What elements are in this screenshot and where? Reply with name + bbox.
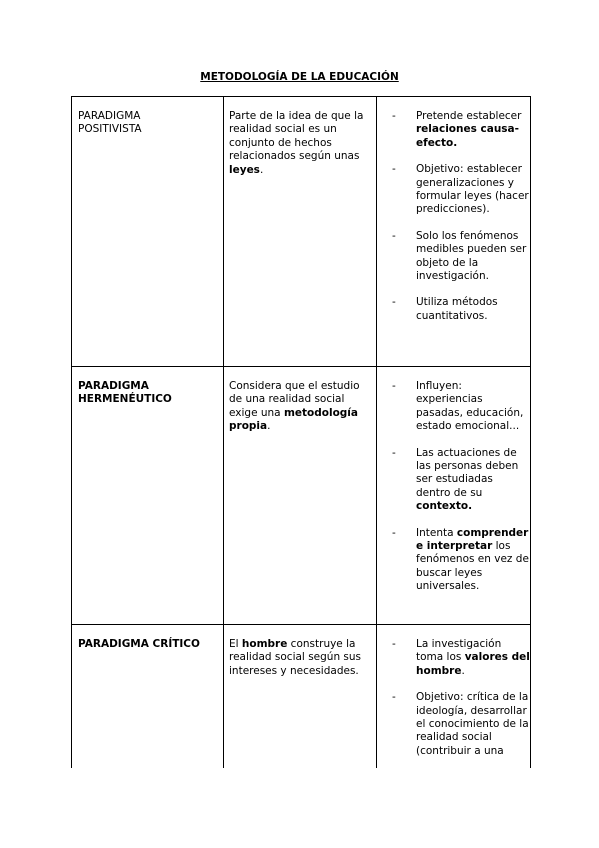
item-text: . xyxy=(468,500,473,513)
description-emphasis: metodología propia xyxy=(229,406,358,433)
paradigm-characteristics xyxy=(392,110,530,336)
table-row-hermeneutico xyxy=(72,367,530,625)
document-title: METODOLOGÍA DE LA EDUCACIÓN xyxy=(200,71,399,83)
description-emphasis: leyes xyxy=(229,163,260,176)
item-text: Utiliza métodos cuantitativos. xyxy=(416,296,498,322)
item-text: Pretende establecer xyxy=(416,110,522,122)
paradigm-name xyxy=(78,380,218,407)
item-emphasis: comprender e interpretar xyxy=(416,526,529,553)
paradigm-name-line: PARADIGMA CRÍTICO xyxy=(78,638,200,650)
item-emphasis: relaciones causa-efecto xyxy=(416,123,520,149)
item-text: Solo los fenómenos medibles pueden ser objeto de la investigación. xyxy=(416,229,527,283)
bullet-dash: - xyxy=(392,163,396,176)
bullet-dash: - xyxy=(392,380,396,392)
item-text: La investigación toma los xyxy=(416,638,502,664)
paradigm-description xyxy=(229,110,371,177)
description-text: construye la realidad social según sus intereses y necesidades. xyxy=(229,638,362,677)
list-item xyxy=(392,527,530,594)
item-emphasis: contexto xyxy=(416,500,469,513)
bullet-dash: - xyxy=(392,691,396,704)
paradigm-description xyxy=(229,380,371,434)
bullet-dash: - xyxy=(392,446,396,459)
bullet-dash: - xyxy=(392,229,396,242)
table-row-critico xyxy=(72,625,530,768)
item-text: Intenta xyxy=(416,526,457,539)
description-text: El xyxy=(229,638,242,650)
description-text: Parte de la idea de que la realidad social es un conjunto de hechos relacionados según unas xyxy=(229,110,364,163)
paradigm-name-line: PARADIGMA xyxy=(78,110,141,122)
paradigm-name-line: HERMENÉUTICO xyxy=(78,393,172,406)
list-item xyxy=(392,691,530,758)
paradigm-table xyxy=(71,96,531,768)
paradigm-name-line: POSITIVISTA xyxy=(78,123,142,136)
item-emphasis: valores del hombre xyxy=(416,651,530,677)
paradigm-characteristics xyxy=(392,380,530,607)
list-item xyxy=(392,447,530,514)
description-text: . xyxy=(267,420,271,433)
list-item xyxy=(392,230,530,284)
item-text: Las actuaciones de las personas deben ser estudiadas dentro de su xyxy=(416,446,519,499)
bullet-dash: - xyxy=(392,638,396,650)
paradigm-name xyxy=(78,638,218,651)
paradigm-characteristics xyxy=(392,638,530,768)
list-item xyxy=(392,163,530,217)
item-text: . xyxy=(461,664,465,677)
description-text: Considera que el estudio de una realidad social exige una xyxy=(229,380,360,419)
description-text: . xyxy=(259,163,264,176)
paradigm-name xyxy=(78,110,218,137)
bullet-dash: - xyxy=(392,110,396,122)
table-row-positivista xyxy=(72,97,530,367)
list-item xyxy=(392,638,530,678)
bullet-dash: - xyxy=(392,296,396,309)
item-text: Influyen: experiencias pasadas, educación, estado emocional... xyxy=(416,380,524,433)
item-text: . xyxy=(453,136,458,149)
item-text: Objetivo: establecer generalizaciones y formular leyes (hacer predicciones). xyxy=(416,163,529,216)
description-emphasis: hombre xyxy=(241,638,288,650)
paradigm-name-line: PARADIGMA xyxy=(78,380,149,392)
bullet-dash: - xyxy=(392,526,396,539)
item-text: los fenómenos en vez de buscar leyes universales. xyxy=(416,540,529,593)
list-item xyxy=(392,110,530,150)
list-item xyxy=(392,296,530,323)
paradigm-description xyxy=(229,638,371,678)
list-item xyxy=(392,380,530,434)
item-text: Objetivo: crítica de la ideología, desarrollar el conocimiento de la realidad social (contribuir a una xyxy=(416,691,529,757)
